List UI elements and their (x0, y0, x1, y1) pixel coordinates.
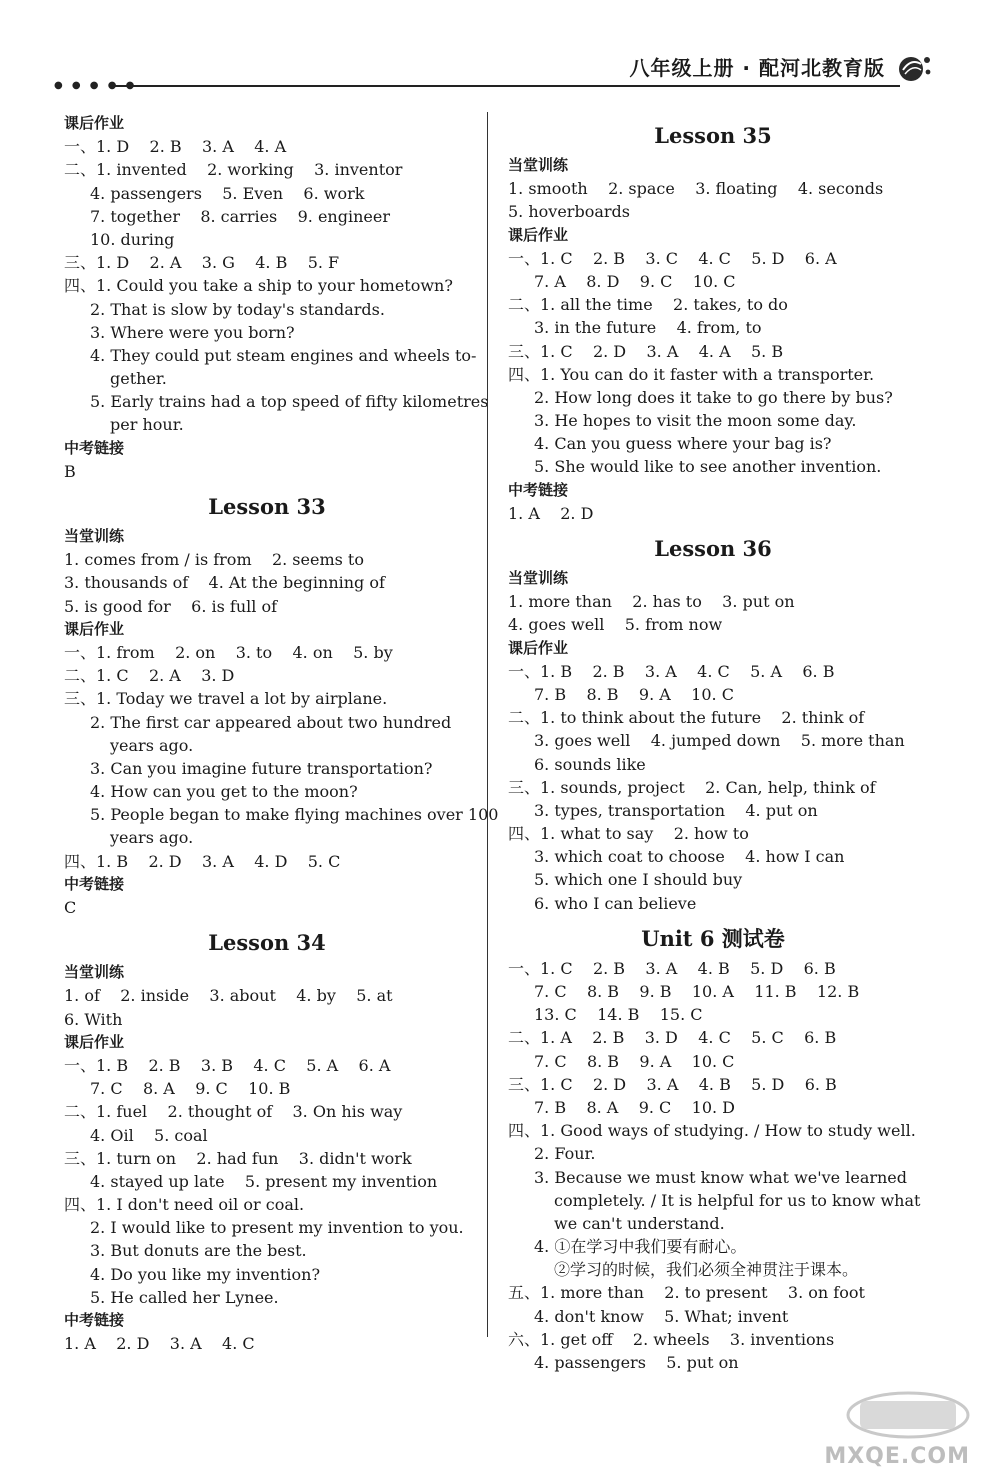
answer-line: 3. thousands of 4. At the beginning of (64, 573, 385, 593)
answer-line: years ago. (110, 828, 194, 848)
answer-line: 4. don't know 5. What; invent (534, 1306, 789, 1326)
answer-line: 1. comes from / is from 2. seems to (64, 550, 364, 570)
leaf-logo-icon (897, 50, 933, 86)
answer-line: 2. Four. (534, 1144, 596, 1164)
answer-line: 1. more than 2. has to 3. put on (508, 592, 795, 612)
answer-line: 2. How long does it take to go there by bus? (534, 387, 893, 407)
answer-line: 4. passengers 5. put on (534, 1353, 739, 1372)
answer-line: 3. Because we must know what we've learned (534, 1167, 908, 1187)
answer-line: 10. during (90, 229, 175, 249)
answer-line: 四、1. Good ways of studying. / How to study well. (508, 1121, 916, 1141)
answer-line: B (64, 461, 76, 481)
answer-line: 6. With (64, 1009, 123, 1029)
answer-line: 7. B 8. A 9. C 10. D (534, 1097, 735, 1117)
answer-line: 二、1. all the time 2. takes, to do (508, 295, 788, 315)
answer-line: 四、1. I don't need oil or coal. (64, 1195, 305, 1215)
answer-line: 1. A 2. D 3. A 4. C (64, 1334, 255, 1354)
answer-line: 1. A 2. D (508, 503, 594, 523)
column-divider (487, 112, 488, 1337)
answer-line: 4. Oil 5. coal (90, 1125, 208, 1145)
answer-line: 五、1. more than 2. to present 3. on foot (508, 1283, 865, 1303)
answer-line: 7. C 8. B 9. B 10. A 11. B 12. B (534, 982, 860, 1001)
answer-line: 7. B 8. B 9. A 10. C (534, 684, 734, 704)
answer-line: 7. together 8. carries 9. engineer (90, 206, 390, 226)
section-heading: 课后作业 (64, 114, 125, 132)
answer-line: 六、1. get off 2. wheels 3. inventions (508, 1329, 835, 1349)
answer-line: 四、1. You can do it faster with a transporter. (508, 364, 875, 384)
page-header (50, 46, 955, 94)
answer-line: gether. (110, 369, 167, 389)
answer-line: 三、1. sounds, project 2. Can, help, think of (508, 777, 876, 797)
answer-line: 1. of 2. inside 3. about 4. by 5. at (64, 986, 393, 1006)
answer-line: 6. sounds like (534, 754, 646, 774)
section-heading: 当堂训练 (64, 963, 125, 982)
answer-line: 4. passengers 5. Even 6. work (90, 183, 365, 203)
answer-line: 1. smooth 2. space 3. floating 4. seconds (508, 179, 884, 199)
answer-line: 3. goes well 4. jumped down 5. more than (534, 731, 905, 751)
answer-line: 一、1. C 2. B 3. C 4. C 5. D 6. A (508, 248, 837, 268)
watermark-text: MXQE.COM (824, 1444, 970, 1469)
section-heading: 课后作业 (64, 619, 125, 638)
answer-line: 三、1. Today we travel a lot by airplane. (64, 689, 388, 709)
answer-line: 5. hoverboards (508, 202, 630, 222)
answer-line: 一、1. from 2. on 3. to 4. on 5. by (64, 642, 393, 662)
header-title: 八年级上册 · 配河北教育版 (629, 56, 885, 80)
answer-line: 二、1. A 2. B 3. D 4. C 5. C 6. B (508, 1028, 837, 1048)
answer-line: per hour. (110, 415, 184, 435)
answer-line: 7. C 8. A 9. C 10. B (90, 1079, 291, 1099)
answer-line: 三、1. D 2. A 3. G 4. B 5. F (64, 253, 340, 273)
answer-line: C (64, 898, 77, 917)
section-heading: 中考链接 (64, 874, 125, 893)
answer-line: 一、1. B 2. B 3. B 4. C 5. A 6. A (64, 1055, 391, 1075)
answer-line: 3. Can you imagine future transportation? (90, 758, 433, 778)
answer-line: ②学习的时候，我们必须全神贯注于课本。 (554, 1260, 859, 1280)
section-heading: 课后作业 (508, 638, 569, 657)
answer-line: 3. Where were you born? (90, 322, 295, 342)
answer-line: 四、1. B 2. D 3. A 4. D 5. C (64, 851, 341, 871)
answer-line: 三、1. C 2. D 3. A 4. B 5. D 6. B (508, 1074, 837, 1094)
answer-line: 二、1. invented 2. working 3. inventor (64, 160, 403, 180)
answer-line: 4. They could put steam engines and wheels to- (90, 345, 477, 365)
answer-line: years ago. (110, 735, 194, 755)
header-dots: ● ● ● ● ● (54, 80, 138, 91)
answer-line: 5. She would like to see another invention. (534, 457, 882, 477)
section-heading: 课后作业 (508, 225, 569, 244)
lesson-title: Lesson 35 (654, 123, 772, 148)
answer-line: we can't understand. (554, 1213, 725, 1233)
lesson-title: Lesson 36 (654, 536, 772, 561)
answer-line: 4. Do you like my invention? (90, 1264, 321, 1284)
answer-line: completely. / It is helpful for us to know what (554, 1190, 921, 1210)
answer-line: 一、1. B 2. B 3. A 4. C 5. A 6. B (508, 661, 835, 681)
answer-line: 二、1. C 2. A 3. D (64, 666, 235, 686)
answer-line: 3. types, transportation 4. put on (534, 800, 818, 820)
lesson-title: Lesson 34 (208, 930, 326, 956)
answer-line: 7. C 8. B 9. A 10. C (534, 1051, 735, 1071)
lesson-title: Lesson 33 (208, 494, 326, 519)
answer-line: 2. I would like to present my invention to you. (90, 1218, 464, 1238)
answer-line: 5. Early trains had a top speed of fifty kilometres (90, 392, 489, 412)
answer-line: 5. is good for 6. is full of (64, 596, 278, 616)
answer-line: 二、1. to think about the future 2. think of (508, 708, 865, 728)
answer-line: 6. who I can believe (534, 893, 697, 913)
answer-line: 4. stayed up late 5. present my invention (90, 1171, 438, 1191)
answer-line: 7. A 8. D 9. C 10. C (534, 271, 736, 291)
section-heading: 中考链接 (64, 1311, 125, 1329)
answer-line: 13. C 14. B 15. C (534, 1005, 703, 1025)
answer-line: 3. which coat to choose 4. how I can (534, 847, 845, 867)
answer-line: 一、1. D 2. B 3. A 4. A (64, 137, 287, 157)
lesson-title: Unit 6 测试卷 (641, 925, 785, 951)
section-heading: 当堂训练 (508, 569, 569, 587)
header-rule (110, 85, 900, 87)
answer-line: 5. He called her Lynee. (90, 1287, 279, 1307)
answer-line: 4. How can you get to the moon? (90, 782, 358, 802)
answer-line: 2. That is slow by today's standards. (90, 299, 385, 319)
answer-line: 5. which one I should buy (534, 870, 743, 890)
answer-line: 四、1. what to say 2. how to (508, 824, 749, 844)
answer-line: 三、1. turn on 2. had fun 3. didn't work (64, 1148, 412, 1168)
answer-line: 4. ①在学习中我们要有耐心。 (534, 1237, 747, 1257)
answer-line: 三、1. C 2. D 3. A 4. A 5. B (508, 341, 784, 361)
answer-line: 4. Can you guess where your bag is? (534, 434, 832, 454)
answer-line: 二、1. fuel 2. thought of 3. On his way (64, 1102, 403, 1122)
answer-line: 3. He hopes to visit the moon some day. (534, 411, 857, 431)
section-heading: 中考链接 (508, 480, 569, 499)
section-heading: 当堂训练 (64, 527, 125, 545)
left-column (64, 112, 499, 1355)
section-heading: 课后作业 (64, 1032, 125, 1051)
answer-line: 3. But donuts are the best. (90, 1241, 307, 1261)
answer-line: 3. in the future 4. from, to (534, 318, 762, 338)
answer-line: 2. The first car appeared about two hundred (90, 712, 452, 732)
section-heading: 当堂训练 (508, 156, 569, 174)
answer-line: 一、1. C 2. B 3. A 4. B 5. D 6. B (508, 958, 836, 978)
right-column (508, 112, 921, 1374)
answer-line: 4. goes well 5. from now (508, 615, 723, 635)
answer-line: 5. People began to make flying machines over 100 (90, 805, 499, 825)
answer-line: 四、1. Could you take a ship to your hometown? (64, 276, 453, 296)
section-heading: 中考链接 (64, 438, 125, 457)
